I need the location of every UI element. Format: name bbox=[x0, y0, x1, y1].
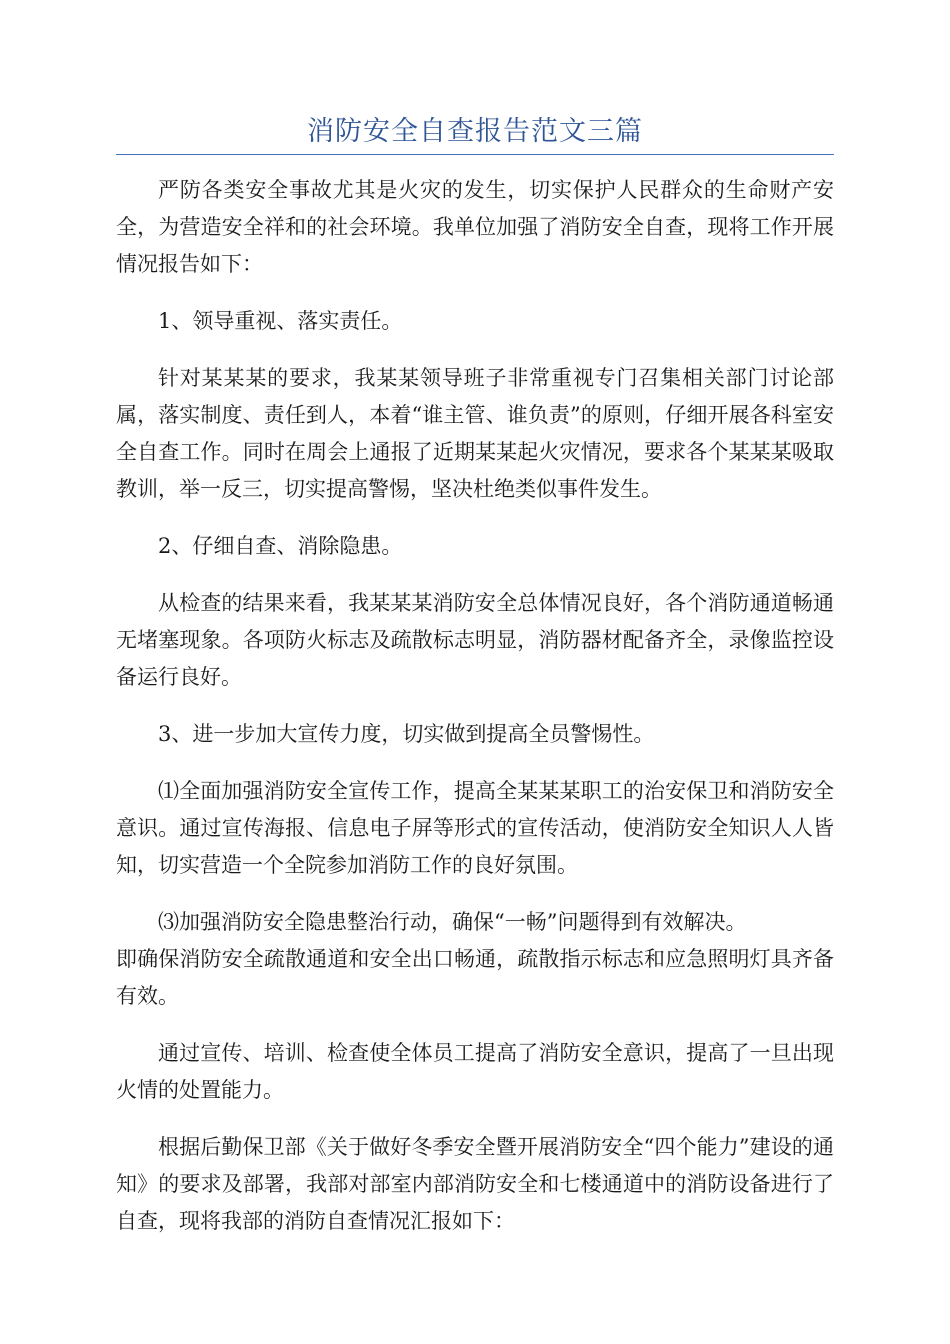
section-heading-3: 3、进一步加大宣传力度，切实做到提高全员警惕性。 bbox=[158, 722, 655, 746]
paragraph-section-2: 从检查的结果来看，我某某某消防安全总体情况良好，各个消防通道畅通无堵塞现象。各项防火标志及疏散标志明显，消防器材配备齐全，录像监控设备运行良好。 bbox=[116, 591, 834, 689]
document-title: 消防安全自查报告范文三篇 bbox=[307, 116, 643, 147]
paragraph-intro: 严防各类安全事故尤其是火灾的发生，切实保护人民群众的生命财产安全，为营造安全祥和的社会环境。我单位加强了消防安全自查，现将工作开展情况报告如下： bbox=[116, 178, 834, 276]
paragraph-summary: 通过宣传、培训、检查使全体员工提高了消防安全意识，提高了一旦出现火情的处置能力。 bbox=[116, 1041, 834, 1102]
paragraph-item-1: ⑴全面加强消防安全宣传工作，提高全某某某职工的治安保卫和消防安全意识。通过宣传海报、信息电子屏等形式的宣传活动，使消防安全知识人人皆知，切实营造一个全院参加消防工作的良好氛围。 bbox=[116, 779, 834, 877]
paragraph-section-1: 针对某某某的要求，我某某领导班子非常重视专门召集相关部门讨论部属，落实制度、责任到人，本着“谁主管、谁负责”的原则，仔细开展各科室安全自查工作。同时在周会上通报了近期某某起火灾情况，要求各个某某某吸取教训，举一反三，切实提高警惕，坚决杜绝类似事件发生。 bbox=[116, 366, 834, 501]
title-underline bbox=[116, 154, 834, 155]
section-heading-2: 2、仔细自查、消除隐患。 bbox=[158, 534, 403, 558]
paragraph-item-3: ⑶加强消防安全隐患整治行动，确保“一畅”问题得到有效解决。 bbox=[158, 910, 747, 934]
paragraph-report-intro: 根据后勤保卫部《关于做好冬季安全暨开展消防安全“四个能力”建设的通知》的要求及部署，我部对部室内部消防安全和七楼通道中的消防设备进行了自查，现将我部的消防自查情况汇报如下： bbox=[116, 1135, 834, 1233]
paragraph-item-3-continued: 即确保消防安全疏散通道和安全出口畅通，疏散指示标志和应急照明灯具齐备有效。 bbox=[116, 947, 834, 1008]
document-body bbox=[116, 172, 834, 1260]
section-heading-1: 1、领导重视、落实责任。 bbox=[158, 309, 403, 333]
